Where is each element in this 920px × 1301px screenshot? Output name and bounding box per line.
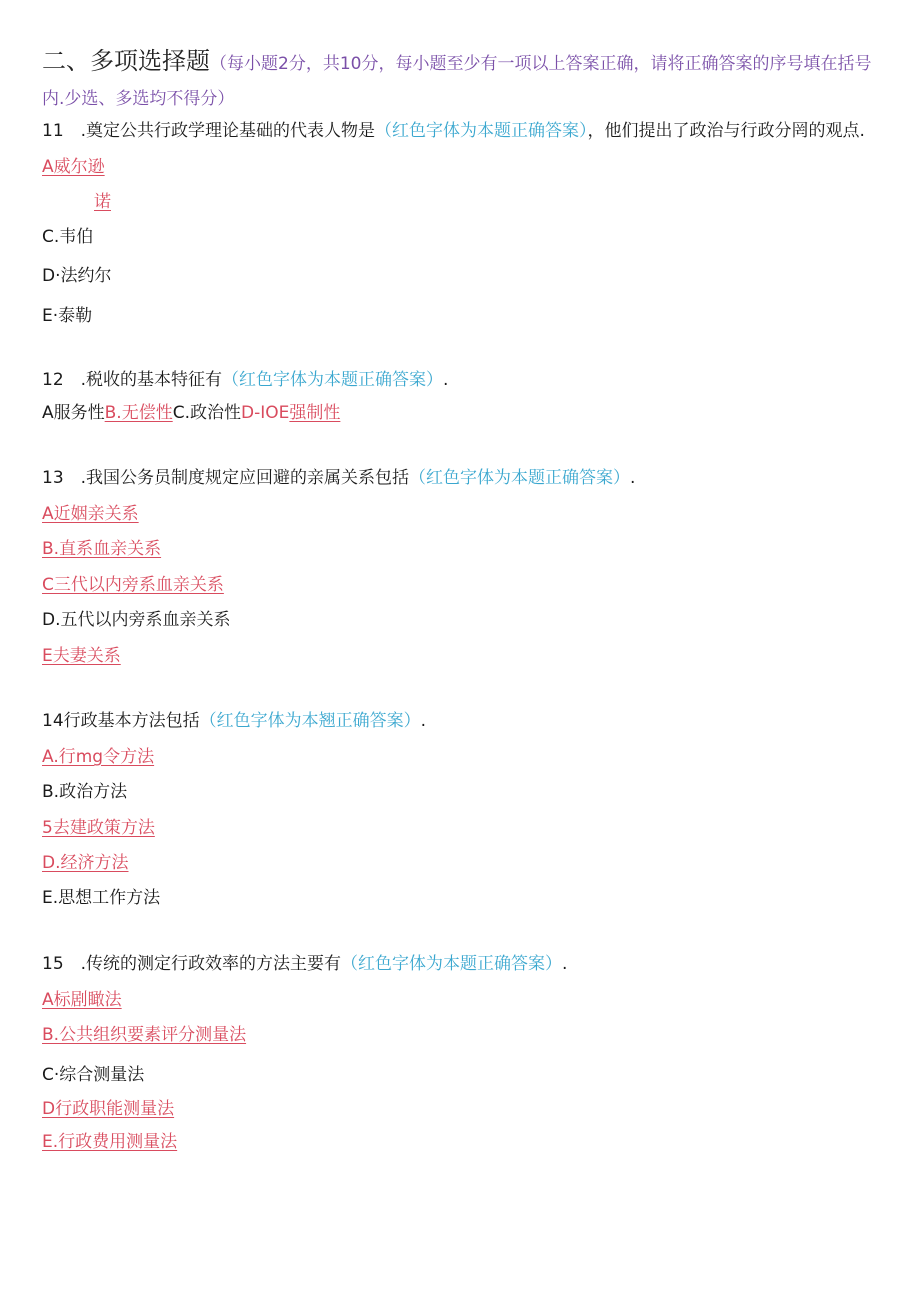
option-c: C.韦伯: [42, 227, 94, 247]
question-text: 14行政基本方法包括: [42, 711, 200, 731]
option-a: A近姻亲关系: [42, 504, 139, 524]
option-a: A服务性: [42, 403, 105, 423]
question-suffix: .: [420, 711, 427, 731]
option-c: C·综合测量法: [42, 1065, 145, 1085]
section-heading-line: [42, 46, 871, 76]
options-row: [42, 402, 340, 424]
option-d: D行政职能测量法: [42, 1099, 175, 1119]
option-b: B.直系血亲关系: [42, 539, 162, 559]
section-note: （每小题2分，共10分，每小题至少有一项以上答案正确，请将正确答案的序号填在括号: [210, 54, 872, 74]
question-suffix: .: [443, 370, 449, 390]
option-d: D-IOE: [241, 403, 290, 423]
option-e: 强制性: [289, 403, 341, 423]
question-text: 12 .税收的基本特征有: [42, 370, 223, 390]
question-12: [42, 369, 448, 391]
option-b: B.无偿性: [104, 403, 173, 423]
question-suffix: .: [562, 954, 568, 974]
option-a: A标剧瞰法: [42, 990, 122, 1010]
answer-hint: （红色字体为本题正确答案）: [222, 370, 444, 390]
question-11: [42, 120, 865, 142]
option-e: E.行政费用测量法: [42, 1132, 178, 1152]
option-a: A.行mg令方法: [42, 747, 155, 767]
option-b: B.政治方法: [42, 782, 128, 802]
question-text: 11 .奠定公共行政学理论基础的代表人物是: [42, 121, 376, 141]
question-text: 15 .传统的测定行政效率的方法主要有: [42, 954, 342, 974]
question-14: [42, 710, 426, 732]
question-13: [42, 467, 635, 489]
answer-hint: （红色字体为本题正确答案）: [409, 468, 631, 488]
answer-hint: （红色字体为本题正确答案）: [375, 121, 588, 141]
section-note-cont: 内.少选、多选均不得分）: [42, 89, 235, 109]
question-suffix: ，他们提出了政治与行政分罔的观点.: [587, 121, 865, 141]
option-a: A威尔逊: [42, 157, 105, 177]
question-text: 13 .我国公务员制度规定应回避的亲属关系包括: [42, 468, 410, 488]
option-e: E.思想工作方法: [42, 888, 161, 908]
option-e: E·泰勒: [42, 306, 93, 326]
option-c: C.政治性: [172, 403, 241, 423]
answer-hint: （红色字体为本翘正确答案）: [199, 711, 421, 731]
option-e: E夫妻关系: [42, 646, 121, 666]
question-15: [42, 953, 567, 975]
option-c: C三代以内旁系血亲关系: [42, 575, 224, 595]
option-c: 5去建政策方法: [42, 818, 155, 838]
section-heading: 二、多项选择题: [42, 47, 210, 75]
option-b: 诺: [94, 192, 111, 212]
question-suffix: .: [630, 468, 636, 488]
option-d: D.五代以内旁系血亲关系: [42, 610, 231, 630]
option-b: B.公共组织要素评分测量法: [42, 1025, 247, 1045]
answer-hint: （红色字体为本题正确答案）: [341, 954, 563, 974]
option-d: D.经济方法: [42, 853, 129, 873]
option-d: D·法约尔: [42, 266, 112, 286]
